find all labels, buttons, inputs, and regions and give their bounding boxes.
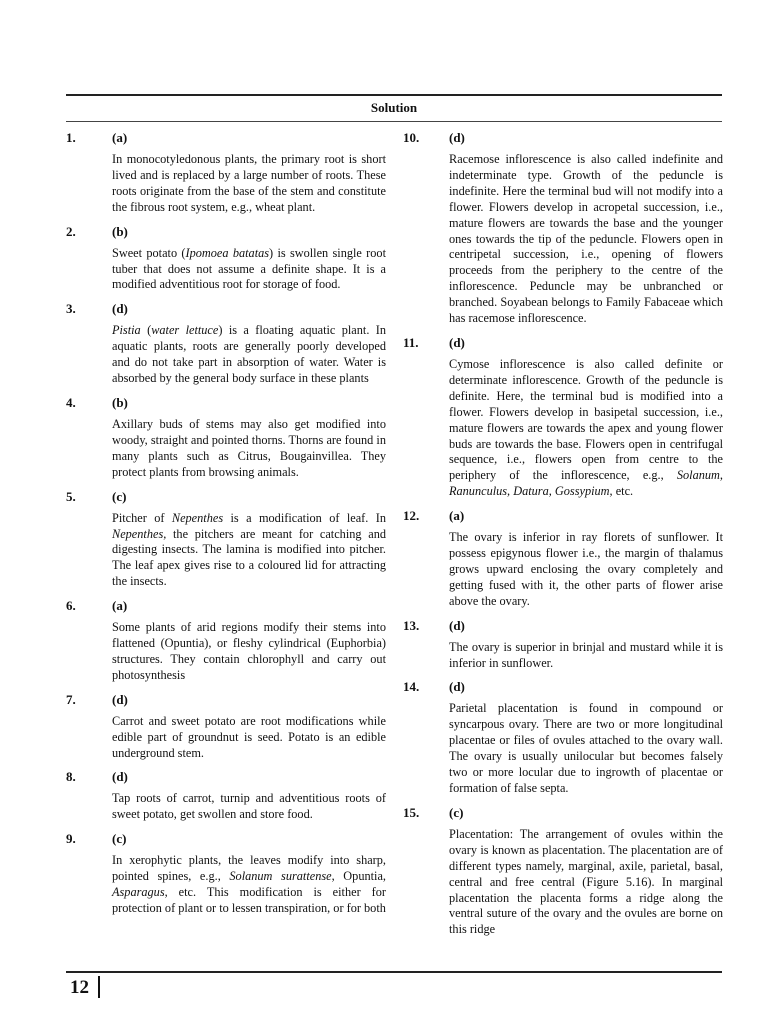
answer-option: (b) [112,394,128,410]
question-number: 9. [66,831,76,847]
question-number: 1. [66,130,76,145]
right-column [403,130,723,946]
explanation-text: Cymose inflorescence is also called definite or determinate inflorescence. Growth of the peduncle is definite. Here, the terminal bud is modified into a flower. Flowers develop in basipetal succession, i.e., mature flowers are towards the apex and young flower buds are towards the base. Flowers open in centrifugal sequence, i.e., flowers open from centre to the periphery of the inflorescence, e.g., Solanum, Ranunculus, Datura, Gossypium, etc. [449,356,723,499]
explanation-text: Parietal placentation is found in compound or syncarpous ovary. There are two or more longitudinal placentae or files of ovules attached to the ovary wall. The ovary is usually unilocular but becomes falsely two or more locular due to ingrowth of placentae or formation of false septa. [449,701,723,795]
solution-item [66,301,386,395]
explanation-text: Sweet potato (Ipomoea batatas) is swollen single root tuber that does not assume a definite shape. It is a modified adventitious root for storage of food. [112,245,386,292]
solution-body [449,618,723,680]
solution-item [403,805,723,946]
answer-option: (a) [112,598,128,614]
answer-option: (d) [449,679,465,695]
solution-body [449,508,723,618]
question-number: 3. [66,301,76,317]
answer-option: (b) [112,223,128,239]
top-rule [66,94,722,96]
solution-item [66,598,386,692]
solution-item [66,224,386,302]
bottom-rule [66,971,722,973]
solution-item [403,508,723,618]
answer-option: (d) [112,769,128,785]
answer-option: (a) [449,508,465,524]
explanation-text: The ovary is inferior in ray florets of sunflower. It possess epigynous flower i.e., the margin of thalamus grows upward enclosing the ovary completely and getting fused with it, the other parts of flower arise above the ovary. [449,530,723,608]
question-number: 13. [403,617,420,633]
solution-body [112,130,386,224]
question-number: 10. [403,130,420,145]
solution-body [112,489,386,599]
solution-body [449,679,723,804]
solution-body [449,335,723,508]
answer-option: (d) [112,301,128,317]
question-number: 6. [66,598,76,614]
question-number: 15. [403,804,420,820]
explanation-text: Some plants of arid regions modify their stems into flattened (Opuntia), or fleshy cylindrical (Euphorbia) structures. They contain chlorophyll and carry out photosynthesis [112,620,386,682]
question-number: 7. [66,691,76,707]
solution-item [403,130,723,335]
solution-item [66,395,386,489]
solution-body [112,301,386,395]
answer-option: (c) [112,488,127,504]
answer-option: (c) [449,804,464,820]
question-number: 2. [66,223,76,239]
question-number: 8. [66,769,76,785]
explanation-text: The ovary is superior in brinjal and mustard while it is inferior in sunflower. [449,639,723,670]
question-number: 11. [403,334,419,350]
answer-option: (d) [449,617,465,633]
section-heading: Solution [370,100,418,115]
answer-option: (d) [112,691,128,707]
solution-item [66,130,386,224]
explanation-text: Tap roots of carrot, turnip and adventitious roots of sweet potato, get swollen and store food. [112,791,386,822]
page-number: 12 [70,977,89,998]
solution-item [66,769,386,831]
explanation-text: Pistia (water lettuce) is a floating aquatic plant. In aquatic plants, roots are generally poorly developed and do not take part in absorption of water. Water is absorbed by the general body surface in these plants [112,323,387,386]
solution-item [403,618,723,680]
explanation-text: Pitcher of Nepenthes is a modification of leaf. In Nepenthes, the pitchers are meant for catching and digesting insects. The lamina is modified into pitcher. The leaf apex gives rise to a coloured lid for attracting the insects. [112,510,386,589]
explanation-text: Carrot and sweet potato are root modifications while edible part of groundnut is seed. Potato is an edible underground stem. [112,713,386,760]
answer-option: (c) [112,831,127,847]
heading-rule [66,121,722,122]
solution-body [112,831,386,925]
explanation-text: Placentation: The arrangement of ovules within the ovary is known as placentation. The placentation are of different types namely, marginal, axile, parietal, basal, central and free central (Figure 5.16). In marginal placentation the placenta forms a ridge along the ventral suture of the ovary and the ovules are borne on this ridge [449,826,723,937]
question-number: 5. [66,488,76,504]
question-number: 14. [403,679,420,695]
solution-body [449,805,723,946]
solution-body [112,692,386,770]
explanation-text: Axillary buds of stems may also get modified into woody, straight and pointed thorns. Thorns are found in many plants such as Citrus, Bougainvillea. They protect plants from browsing animals. [112,416,386,479]
solution-item [66,692,386,770]
solution-body [112,395,386,489]
explanation-text: In monocotyledonous plants, the primary root is short lived and is replaced by a large number of roots. These roots originate from the base of the stem and constitute the fibrous root system, e.g., wheat plant. [112,152,386,214]
explanation-text: Racemose inflorescence is also called indefinite and indeterminate type. Growth of the peduncle is indefinite. Here the terminal bud will not modify into a flower. Flowers develop in acropetal succession, i.e., mature flowers are towards the base and the younger ones towards the tip of the peduncle. Flowers open in centripetal succession, i.e., opening of flowers proceeds from the periphery to the centre of the inflorescence. Peduncle may be unbranched or branched. Soyabean belongs to Family Fabaceae which has racemose inflorescence. [449,152,723,326]
answer-option: (d) [449,130,465,145]
explanation-text: In xerophytic plants, the leaves modify into sharp, pointed spines, e.g., Solanum surattense, Opuntia, Asparagus, etc. This modification is either for protection of plant or to lessen transpiration, or for both [112,853,386,915]
solution-item [66,489,386,599]
left-column [66,130,386,925]
answer-option: (d) [449,334,465,350]
solution-body [449,130,723,335]
solution-body [112,769,386,831]
solution-item [403,679,723,804]
page-number-bar [98,976,100,998]
solution-body [112,598,386,692]
question-number: 4. [66,394,76,410]
solution-item [66,831,386,925]
question-number: 12. [403,508,420,524]
answer-option: (a) [112,130,128,145]
solution-body [112,224,386,302]
solution-item [403,335,723,508]
